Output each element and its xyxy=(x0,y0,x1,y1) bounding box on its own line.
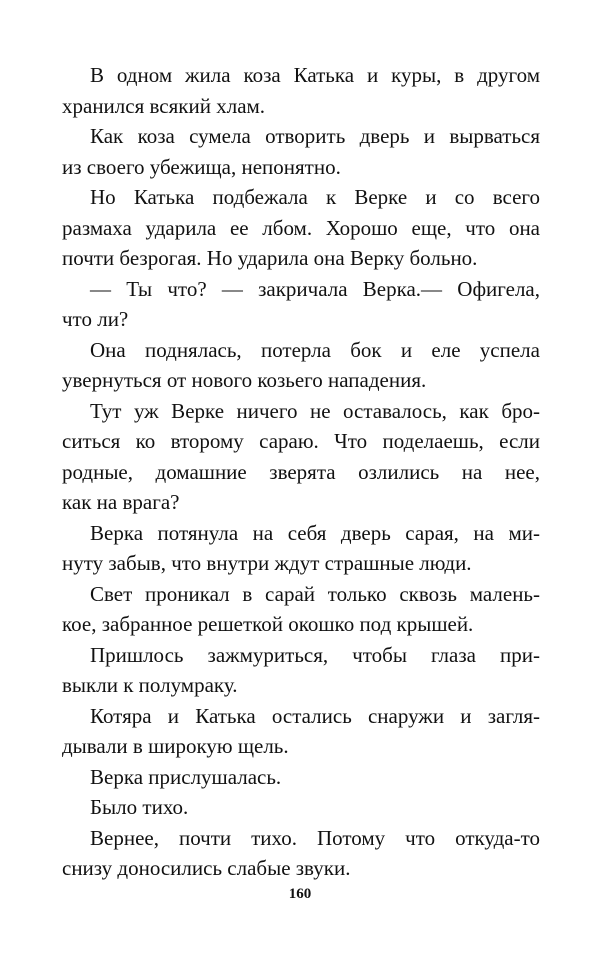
body-text xyxy=(62,60,540,884)
paragraph xyxy=(62,335,540,396)
paragraph xyxy=(62,701,540,762)
paragraph xyxy=(62,792,540,823)
text-line: дывали в широкую щель. xyxy=(62,734,289,758)
paragraph xyxy=(62,579,540,640)
text-line: Она поднялась, потерла бок и еле успела xyxy=(90,337,540,362)
text-line: из своего убежища, непонятно. xyxy=(62,154,341,179)
paragraph xyxy=(62,640,540,701)
paragraph xyxy=(62,182,540,274)
text-line: снизу доносились слабые звуки. xyxy=(62,856,351,880)
text-line: ситься ко второму сараю. Что поделаешь, если xyxy=(62,429,540,453)
text-line: что ли? xyxy=(62,307,129,331)
text-line: Как коза сумела отворить дверь и вырваться xyxy=(90,124,540,148)
paragraph xyxy=(62,396,540,518)
paragraph xyxy=(62,762,540,793)
text-line: почти безрогая. Но ударила она Верку больно. xyxy=(62,246,478,270)
text-line: Вернее, почти тихо. Потому что откуда-то xyxy=(90,825,540,850)
text-line: нуту забыв, что внутри ждут страшные люди. xyxy=(62,551,472,575)
text-line: хранился всякий хлам. xyxy=(62,93,266,118)
text-line: Было тихо. xyxy=(90,795,189,819)
text-line: Но Катька подбежала к Верке и со всего xyxy=(90,185,540,209)
text-line: увернуться от нового козьего нападения. xyxy=(62,368,427,392)
text-line: Котяра и Катька остались снаружи и загля- xyxy=(90,703,540,728)
text-line: — Ты что? — закричала Верка.— Офигела, xyxy=(90,276,540,301)
page-number: 160 xyxy=(288,886,312,902)
paragraph xyxy=(62,60,540,121)
text-line: выкли к полумраку. xyxy=(62,673,238,697)
text-line: Свет проникал в сарай только сквозь малень- xyxy=(90,581,540,606)
paragraph xyxy=(62,518,540,579)
text-line: как на врага? xyxy=(62,490,180,514)
text-line: кое, забранное решеткой окошко под крышей. xyxy=(62,612,474,636)
text-line: Тут уж Верке ничего не оставалось, как бро- xyxy=(90,398,540,423)
text-line: родные, домашние зверята озлились на нее, xyxy=(62,459,540,484)
text-line: В одном жила коза Катька и куры, в другом xyxy=(90,63,540,87)
text-line: Верка потянула на себя дверь сарая, на ми- xyxy=(90,520,540,545)
text-line: размаха ударила ее лбом. Хорошо еще, что она xyxy=(62,215,540,240)
paragraph xyxy=(62,274,540,335)
paragraph xyxy=(62,823,540,884)
text-line: Пришлось зажмуриться, чтобы глаза при- xyxy=(90,642,540,667)
text-line: Верка прислушалась. xyxy=(90,764,282,789)
paragraph xyxy=(62,121,540,182)
